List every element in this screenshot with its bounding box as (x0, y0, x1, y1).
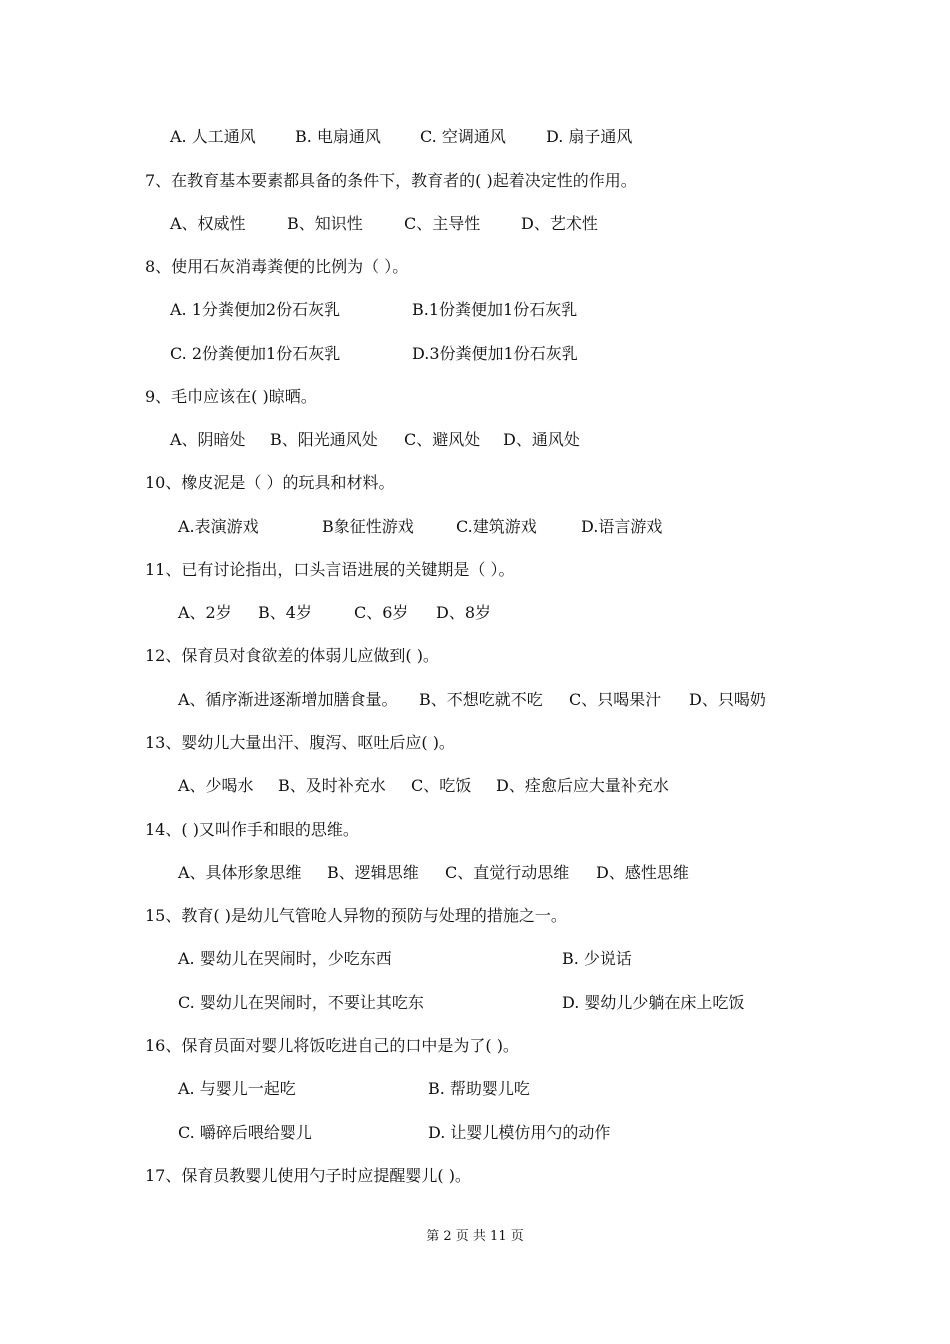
answer-option: D、8岁 (436, 603, 492, 622)
answer-option: B象征性游戏 (322, 517, 414, 536)
answer-option: D、痊愈后应大量补充水 (496, 776, 669, 795)
answer-option: B、及时补充水 (278, 776, 386, 795)
answer-option: B. 电扇通风 (295, 127, 381, 146)
answer-option: D、感性思维 (596, 863, 689, 882)
answer-option: D. 婴幼儿少躺在床上吃饭 (562, 993, 745, 1012)
answer-option: A、具体形象思维 (178, 863, 302, 882)
question-text: 16、保育员面对婴儿将饭吃进自己的口中是为了( )。 (145, 1036, 519, 1055)
question-text: 10、橡皮泥是（ ）的玩具和材料。 (145, 473, 395, 492)
answer-option: C. 空调通风 (420, 127, 506, 146)
answer-option: C. 嚼碎后喂给婴儿 (178, 1123, 312, 1142)
answer-option: C、6岁 (354, 603, 409, 622)
answer-option: C、避风处 (404, 430, 481, 449)
question-text: 14、( )又叫作手和眼的思维。 (145, 820, 359, 839)
answer-option: C. 2份粪便加1份石灰乳 (170, 344, 341, 363)
answer-option: C.建筑游戏 (456, 517, 537, 536)
answer-option: A、权威性 (170, 214, 246, 233)
question-text: 17、保育员教婴儿使用勺子时应提醒婴儿( )。 (145, 1166, 471, 1185)
question-text: 11、已有讨论指出，口头言语进展的关键期是（ ）。 (145, 560, 515, 579)
answer-option: D.语言游戏 (581, 517, 663, 536)
page-footer: 第 2 页 共 11 页 (426, 1229, 524, 1244)
answer-option: A、循序渐进逐渐增加膳食量。 (178, 690, 398, 709)
answer-option: B、不想吃就不吃 (419, 690, 543, 709)
answer-option: D、只喝奶 (689, 690, 766, 709)
answer-option: B.1份粪便加1份石灰乳 (412, 300, 578, 319)
answer-option: A. 人工通风 (170, 127, 256, 146)
answer-option: C、直觉行动思维 (445, 863, 570, 882)
answer-option: C. 婴幼儿在哭闹时，不要让其吃东 (178, 993, 424, 1012)
answer-option: D、通风处 (503, 430, 580, 449)
answer-option: A. 婴幼儿在哭闹时，少吃东西 (178, 949, 392, 968)
answer-option: D. 让婴儿模仿用勺的动作 (428, 1123, 611, 1142)
answer-option: B. 帮助婴儿吃 (428, 1079, 530, 1098)
answer-option: B、4岁 (258, 603, 312, 622)
answer-option: B、逻辑思维 (327, 863, 419, 882)
question-text: 8、使用石灰消毒粪便的比例为（ ）。 (145, 257, 409, 276)
answer-option: B、阳光通风处 (270, 430, 378, 449)
answer-option: A、2岁 (178, 603, 232, 622)
answer-option: B、知识性 (287, 214, 363, 233)
answer-option: A、阴暗处 (170, 430, 246, 449)
answer-option: C、主导性 (404, 214, 481, 233)
answer-option: C、只喝果汁 (569, 690, 662, 709)
answer-option: D. 扇子通风 (546, 127, 633, 146)
answer-option: B. 少说话 (562, 949, 632, 968)
answer-option: A、少喝水 (178, 776, 254, 795)
answer-option: D、艺术性 (521, 214, 598, 233)
question-text: 12、保育员对食欲差的体弱儿应做到( )。 (145, 646, 439, 665)
answer-option: A. 与婴儿一起吃 (178, 1079, 296, 1098)
answer-option: A. 1分粪便加2份石灰乳 (170, 300, 341, 319)
question-text: 7、在教育基本要素都具备的条件下，教育者的( )起着决定性的作用。 (145, 171, 637, 190)
answer-option: C、吃饭 (411, 776, 472, 795)
answer-option: A.表演游戏 (178, 517, 259, 536)
answer-option: D.3份粪便加1份石灰乳 (412, 344, 578, 363)
question-text: 13、婴幼儿大量出汗、腹泻、呕吐后应( )。 (145, 733, 455, 752)
question-text: 15、教育( )是幼儿气管呛人异物的预防与处理的措施之一。 (145, 906, 567, 925)
question-text: 9、毛巾应该在( )晾晒。 (145, 387, 317, 406)
